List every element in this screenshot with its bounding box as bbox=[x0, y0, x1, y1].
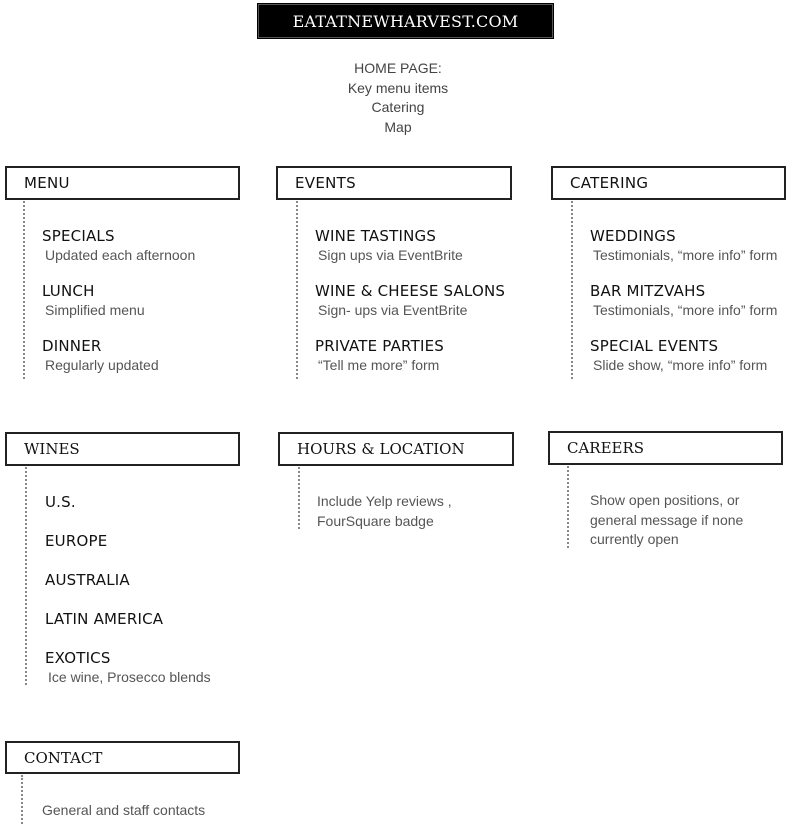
section-contact-label: CONTACT bbox=[24, 748, 103, 767]
catering-items bbox=[590, 226, 777, 391]
list-item bbox=[42, 336, 195, 375]
item-title: WINE TASTINGS bbox=[315, 227, 437, 245]
home-page-notes bbox=[250, 59, 546, 137]
note-line: Show open positions, or bbox=[590, 492, 740, 508]
item-title: PRIVATE PARTIES bbox=[315, 337, 444, 355]
site-title bbox=[258, 4, 553, 38]
list-item bbox=[315, 226, 505, 265]
list-item bbox=[315, 336, 505, 375]
item-desc: Regularly updated bbox=[45, 357, 159, 373]
list-item bbox=[42, 226, 195, 265]
events-connector bbox=[296, 201, 298, 379]
section-hours-location bbox=[278, 432, 514, 466]
item-title: LUNCH bbox=[42, 282, 95, 300]
section-wines-label: WINES bbox=[24, 440, 80, 458]
item-desc: Slide show, “more info” form bbox=[593, 357, 768, 373]
list-item bbox=[45, 531, 211, 551]
list-item bbox=[590, 281, 777, 320]
list-item bbox=[590, 336, 777, 375]
list-item bbox=[315, 281, 505, 320]
hours-connector bbox=[298, 467, 300, 529]
item-title: WEDDINGS bbox=[590, 227, 676, 245]
careers-connector bbox=[567, 466, 569, 548]
note-line: General and staff contacts bbox=[42, 802, 206, 818]
item-title: EXOTICS bbox=[45, 649, 111, 667]
section-catering bbox=[551, 166, 786, 200]
site-title-text: EATATNEWHARVEST.COM bbox=[292, 11, 519, 31]
hours-notes bbox=[317, 492, 452, 531]
item-desc: Updated each afternoon bbox=[45, 247, 196, 263]
item-title: U.S. bbox=[45, 493, 76, 511]
note-line: general message if none bbox=[590, 511, 744, 528]
section-careers-label: CAREERS bbox=[567, 439, 645, 457]
item-desc: “Tell me more” form bbox=[318, 357, 440, 373]
item-desc: Sign- ups via EventBrite bbox=[318, 302, 468, 318]
item-title: BAR MITZVAHS bbox=[590, 282, 706, 300]
item-desc: Testimonials, “more info” form bbox=[593, 247, 778, 263]
item-title: SPECIAL EVENTS bbox=[590, 337, 719, 355]
item-desc: Ice wine, Prosecco blends bbox=[48, 669, 211, 685]
list-item bbox=[42, 281, 195, 320]
home-note-line: Catering bbox=[371, 99, 425, 115]
list-item bbox=[590, 226, 777, 265]
item-title: DINNER bbox=[42, 337, 102, 355]
wines-items bbox=[45, 492, 211, 706]
home-note-line: Key menu items bbox=[347, 79, 449, 96]
item-title: AUSTRALIA bbox=[45, 571, 130, 589]
section-events-label: EVENTS bbox=[295, 174, 356, 192]
section-wines bbox=[5, 432, 240, 466]
section-hours-label: HOURS & LOCATION bbox=[297, 440, 465, 458]
section-catering-label: CATERING bbox=[570, 174, 649, 192]
menu-items bbox=[42, 226, 195, 391]
item-title: EUROPE bbox=[45, 532, 108, 550]
catering-connector bbox=[571, 201, 573, 379]
section-contact bbox=[5, 741, 240, 774]
item-title: SPECIALS bbox=[42, 227, 115, 245]
home-note-line: HOME PAGE: bbox=[354, 60, 442, 76]
careers-notes bbox=[590, 491, 743, 550]
item-desc: Sign ups via EventBrite bbox=[318, 247, 463, 263]
item-title: WINE & CHEESE SALONS bbox=[315, 282, 506, 300]
section-menu-label: MENU bbox=[24, 174, 70, 192]
note-line: currently open bbox=[590, 531, 679, 547]
list-item bbox=[45, 570, 211, 590]
contact-notes bbox=[42, 801, 205, 821]
note-line: FourSquare badge bbox=[317, 512, 434, 529]
item-title: LATIN AMERICA bbox=[45, 610, 164, 628]
section-menu bbox=[5, 166, 240, 200]
wines-connector bbox=[25, 467, 27, 685]
home-note-line: Map bbox=[384, 118, 412, 135]
list-item bbox=[45, 609, 211, 629]
item-desc: Testimonials, “more info” form bbox=[593, 302, 778, 318]
contact-connector bbox=[21, 775, 23, 824]
list-item bbox=[45, 492, 211, 512]
section-careers bbox=[548, 431, 783, 465]
section-events bbox=[276, 166, 512, 200]
menu-connector bbox=[23, 201, 25, 379]
note-line: Include Yelp reviews , bbox=[317, 493, 452, 509]
item-desc: Simplified menu bbox=[45, 302, 145, 318]
list-item bbox=[45, 648, 211, 687]
events-items bbox=[315, 226, 505, 391]
